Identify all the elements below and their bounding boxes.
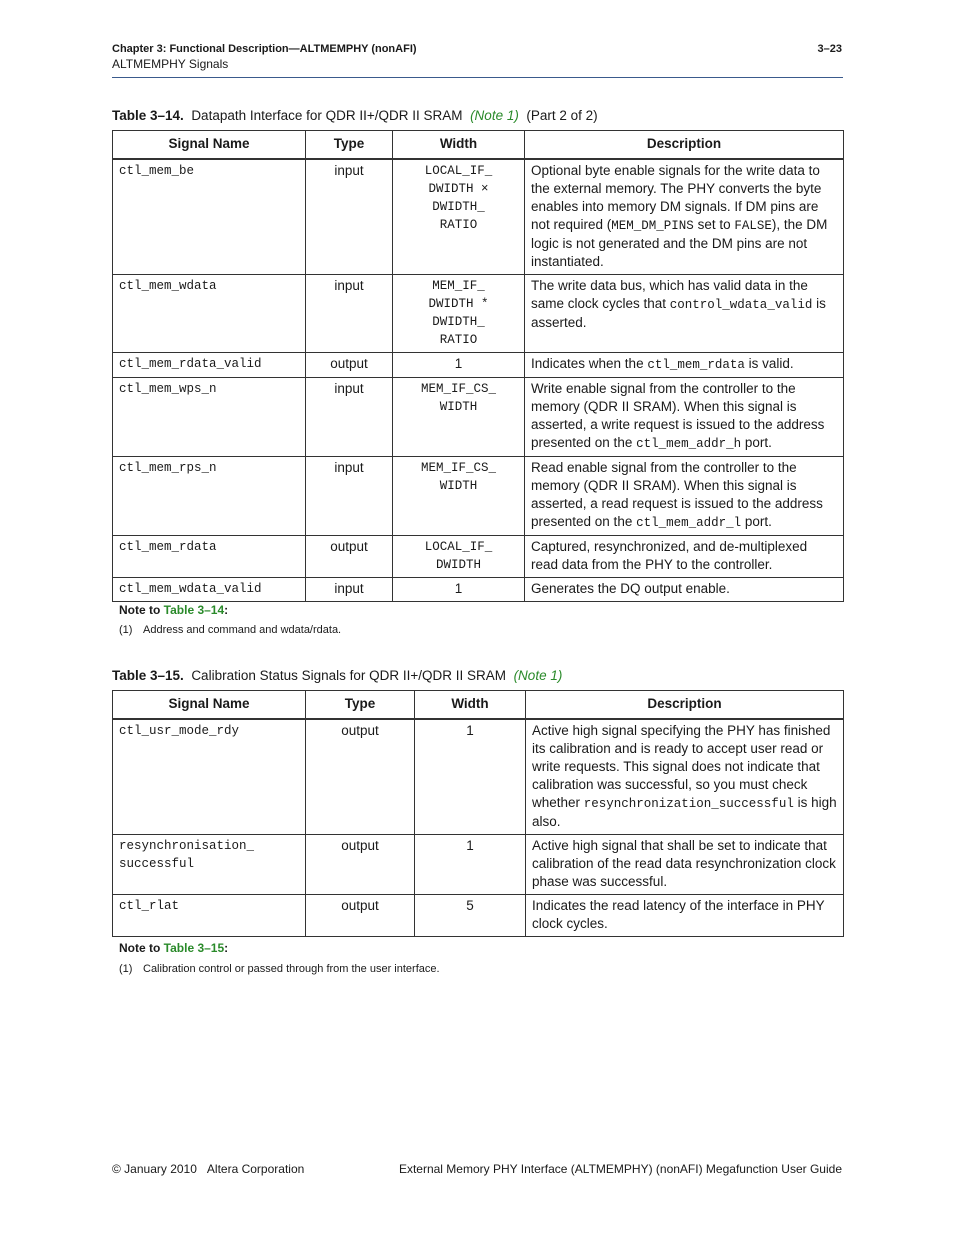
signal-width: 1	[415, 835, 526, 895]
description-text: Indicates when the	[531, 356, 648, 371]
column-header: Description	[526, 691, 844, 720]
table2-note-ref[interactable]: (Note 1)	[513, 668, 563, 683]
table2	[112, 690, 844, 937]
column-header: Width	[415, 691, 526, 720]
code-text: control_wdata_valid	[669, 298, 813, 312]
signal-type: output	[306, 719, 415, 835]
table1-caption	[112, 108, 598, 123]
signal-description	[526, 719, 844, 835]
table2-title: Calibration Status Signals for QDR II+/QDR II SRAM	[191, 668, 507, 683]
table-row	[113, 159, 844, 275]
signal-width: LOCAL_IF_ DWIDTH	[393, 536, 525, 578]
signal-description	[525, 378, 844, 457]
note-label: Note to	[119, 941, 164, 955]
signal-width: 1	[415, 719, 526, 835]
signal-width: 5	[415, 895, 526, 937]
column-header: Width	[393, 131, 525, 160]
code-text: resynchronization_successful	[583, 797, 794, 811]
signal-name: ctl_mem_rps_n	[113, 457, 306, 536]
description-text: Active high signal specifying the PHY has finished its calibration and is ready to accept user read or write requests. This signal does not indicate that calibration was successful, so you must check whether	[532, 723, 831, 810]
description-text: The write data bus, which has valid data in the same clock cycles that	[531, 278, 808, 311]
signal-name: ctl_usr_mode_rdy	[113, 719, 306, 835]
signal-description	[525, 353, 844, 378]
column-header: Type	[306, 131, 393, 160]
description-text: is valid.	[744, 356, 794, 371]
code-text: ctl_mem_addr_l	[636, 516, 742, 530]
description-text: is high also.	[532, 795, 837, 829]
chapter-title: Chapter 3: Functional Description—ALTMEMPHY (nonAFI)	[112, 43, 417, 55]
column-header: Signal Name	[113, 691, 306, 720]
table-row	[113, 578, 844, 602]
signal-description	[525, 536, 844, 578]
signal-width: MEM_IF_CS_ WIDTH	[393, 378, 525, 457]
signal-name: ctl_mem_rdata_valid	[113, 353, 306, 378]
table1-number: Table 3–14.	[112, 108, 184, 123]
table1-note	[119, 624, 341, 636]
table1-note-ref[interactable]: (Note 1)	[470, 108, 519, 123]
signal-width: MEM_IF_CS_ WIDTH	[393, 457, 525, 536]
table-row	[113, 719, 844, 835]
signal-description	[526, 835, 844, 895]
signal-type: output	[306, 895, 415, 937]
signal-type: input	[306, 578, 393, 602]
page-header	[112, 43, 842, 71]
description-text: port.	[741, 435, 772, 450]
signal-name: ctl_mem_wps_n	[113, 378, 306, 457]
code-text: ctl_mem_rdata	[647, 358, 745, 372]
table1-note-title	[119, 603, 228, 617]
signal-description	[525, 275, 844, 353]
signal-type: output	[306, 353, 393, 378]
table1-part: (Part 2 of 2)	[526, 108, 598, 123]
table2-number: Table 3–15.	[112, 668, 184, 683]
signal-description	[525, 457, 844, 536]
description-text: Optional byte enable signals for the write data to the external memory. The PHY converts the byte enables into memory DM signals. If DM pins are not required (	[531, 163, 822, 232]
signal-type: input	[306, 159, 393, 275]
note-text: Calibration control or passed through from the user interface.	[143, 963, 440, 975]
note-text: Address and command and wdata/rdata.	[143, 624, 342, 636]
description-text: port.	[741, 514, 772, 529]
footer-company: Altera Corporation	[206, 1162, 305, 1176]
description-text: ), the DM logic is not generated and the DM pins are not instantiated.	[531, 217, 828, 269]
table1-note-link[interactable]: Table 3–14	[163, 603, 225, 617]
description-text: Active high signal that shall be set to indicate that calibration of the read data resynchronization clock phase was successful.	[532, 838, 836, 889]
column-header: Description	[525, 131, 844, 160]
signal-name: ctl_mem_wdata_valid	[113, 578, 306, 602]
column-header: Type	[306, 691, 415, 720]
code-text: FALSE	[734, 219, 772, 233]
signal-width: LOCAL_IF_ DWIDTH × DWIDTH_ RATIO	[393, 159, 525, 275]
signal-description	[525, 578, 844, 602]
section-title: ALTMEMPHY Signals	[112, 57, 229, 71]
signal-width: 1	[393, 353, 525, 378]
signal-name: ctl_mem_wdata	[113, 275, 306, 353]
description-text: is asserted.	[531, 296, 826, 330]
table-row	[113, 835, 844, 895]
table2-note-link[interactable]: Table 3–15	[163, 941, 225, 955]
table2-caption	[112, 668, 562, 683]
table1-title: Datapath Interface for QDR II+/QDR II SRAM	[191, 108, 463, 123]
description-text: set to	[693, 217, 735, 232]
description-text: Read enable signal from the controller to the memory (QDR II SRAM). When this signal is asserted, a read request is issued to the address presented on the	[531, 460, 823, 529]
table1	[112, 130, 844, 602]
signal-type: input	[306, 275, 393, 353]
description-text: Write enable signal from the controller to the memory (QDR II SRAM). When this signal is asserted, a write request is issued to the address presented on the	[531, 381, 825, 450]
signal-type: output	[306, 536, 393, 578]
signal-description	[526, 895, 844, 937]
code-text: ctl_mem_addr_h	[636, 437, 742, 451]
description-text: Captured, resynchronized, and de-multiplexed read data from the PHY to the controller.	[531, 539, 808, 572]
column-header: Signal Name	[113, 131, 306, 160]
signal-width: 1	[393, 578, 525, 602]
signal-name: ctl_mem_rdata	[113, 536, 306, 578]
note-colon: :	[224, 603, 229, 617]
table-row	[113, 895, 844, 937]
table-row	[113, 536, 844, 578]
description-text: Indicates the read latency of the interface in PHY clock cycles.	[532, 898, 825, 931]
footer-guide-title: External Memory PHY Interface (ALTMEMPHY) (nonAFI) Megafunction User Guide	[398, 1162, 842, 1176]
note-number: (1)	[119, 624, 133, 636]
description-text: Generates the DQ output enable.	[531, 581, 730, 596]
signal-name: ctl_mem_be	[113, 159, 306, 275]
note-number: (1)	[119, 963, 133, 975]
signal-name: resynchronisation_ successful	[113, 835, 306, 895]
page-number: 3–23	[817, 43, 842, 55]
page-footer	[112, 1162, 842, 1176]
signal-type: input	[306, 457, 393, 536]
signal-width: MEM_IF_ DWIDTH * DWIDTH_ RATIO	[393, 275, 525, 353]
table-row	[113, 457, 844, 536]
code-text: MEM_DM_PINS	[611, 219, 694, 233]
footer-date: © January 2010	[112, 1162, 197, 1176]
signal-description	[525, 159, 844, 275]
note-label: Note to	[119, 603, 164, 617]
table-row	[113, 353, 844, 378]
note-colon: :	[224, 941, 229, 955]
signal-type: output	[306, 835, 415, 895]
table2-note-title	[119, 941, 228, 955]
header-divider	[112, 77, 843, 78]
signal-name: ctl_rlat	[113, 895, 306, 937]
table-row	[113, 378, 844, 457]
signal-type: input	[306, 378, 393, 457]
table-row	[113, 275, 844, 353]
table2-note	[119, 963, 440, 975]
